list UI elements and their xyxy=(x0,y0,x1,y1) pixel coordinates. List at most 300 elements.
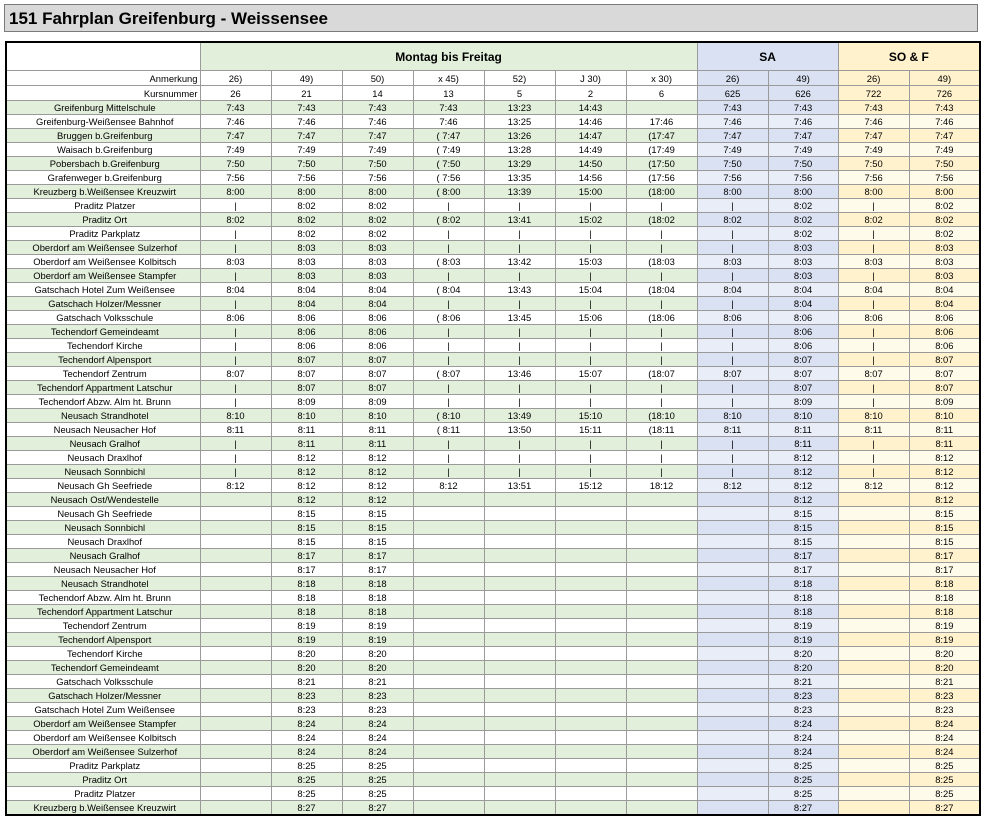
time-cell: 18:12 xyxy=(626,479,697,493)
time-cell: 7:50 xyxy=(909,157,980,171)
table-row xyxy=(6,647,980,661)
time-cell: | xyxy=(200,451,271,465)
time-cell xyxy=(838,619,909,633)
stop-name: Greifenburg-Weißensee Bahnhof xyxy=(6,115,200,129)
time-cell: 8:15 xyxy=(768,535,838,549)
time-cell: 8:07 xyxy=(768,367,838,381)
group-header-saturday: SA xyxy=(697,42,838,71)
time-cell: 8:24 xyxy=(342,717,413,731)
time-cell xyxy=(626,661,697,675)
time-cell: 8:12 xyxy=(838,479,909,493)
table-row xyxy=(6,101,980,115)
time-cell xyxy=(555,521,626,535)
stop-name: Waisach b.Greifenburg xyxy=(6,143,200,157)
table-row xyxy=(6,591,980,605)
time-cell xyxy=(484,619,555,633)
table-row xyxy=(6,227,980,241)
time-cell: 8:06 xyxy=(768,325,838,339)
time-cell xyxy=(484,787,555,801)
time-cell: 7:43 xyxy=(768,101,838,115)
time-cell xyxy=(626,745,697,759)
time-cell: | xyxy=(413,395,484,409)
time-cell: 8:02 xyxy=(342,199,413,213)
stop-name: Techendorf Kirche xyxy=(6,339,200,353)
time-cell: 8:02 xyxy=(697,213,768,227)
time-cell xyxy=(626,605,697,619)
time-cell xyxy=(838,703,909,717)
table-row xyxy=(6,577,980,591)
time-cell: 8:03 xyxy=(271,255,342,269)
time-cell xyxy=(484,801,555,816)
time-cell xyxy=(413,577,484,591)
time-cell: 8:12 xyxy=(768,451,838,465)
time-cell: 8:11 xyxy=(200,423,271,437)
table-row xyxy=(6,619,980,633)
time-cell xyxy=(200,633,271,647)
table-row xyxy=(6,549,980,563)
time-cell: (18:02 xyxy=(626,213,697,227)
stop-name: Neusach Gralhof xyxy=(6,437,200,451)
stop-name: Neusach Strandhotel xyxy=(6,577,200,591)
time-cell: | xyxy=(484,353,555,367)
time-cell: 8:06 xyxy=(200,311,271,325)
time-cell: | xyxy=(697,353,768,367)
time-cell xyxy=(838,493,909,507)
time-cell xyxy=(555,563,626,577)
time-cell: 8:15 xyxy=(768,521,838,535)
time-cell: 8:07 xyxy=(909,381,980,395)
time-cell: | xyxy=(626,353,697,367)
time-cell: | xyxy=(200,465,271,479)
time-cell: 7:49 xyxy=(909,143,980,157)
stop-name: Neusach Ost/Wendestelle xyxy=(6,493,200,507)
time-cell: 8:19 xyxy=(768,633,838,647)
time-cell: 7:50 xyxy=(697,157,768,171)
time-cell: 7:46 xyxy=(909,115,980,129)
time-cell xyxy=(555,577,626,591)
time-cell: 13:42 xyxy=(484,255,555,269)
time-cell xyxy=(555,689,626,703)
time-cell: 8:18 xyxy=(271,591,342,605)
time-cell: 8:21 xyxy=(342,675,413,689)
kursnummer-cell: 5 xyxy=(484,86,555,101)
time-cell: 8:15 xyxy=(342,535,413,549)
anmerkung-row xyxy=(6,71,980,86)
kursnummer-row xyxy=(6,86,980,101)
time-cell xyxy=(484,507,555,521)
time-cell: 8:11 xyxy=(271,437,342,451)
timetable xyxy=(5,41,981,816)
time-cell: 7:47 xyxy=(271,129,342,143)
time-cell: | xyxy=(555,353,626,367)
time-cell: | xyxy=(413,269,484,283)
time-cell: 8:04 xyxy=(271,297,342,311)
time-cell: 8:23 xyxy=(768,689,838,703)
time-cell xyxy=(413,521,484,535)
time-cell: 8:19 xyxy=(271,633,342,647)
time-cell xyxy=(484,633,555,647)
time-cell: 13:51 xyxy=(484,479,555,493)
time-cell: 8:12 xyxy=(342,465,413,479)
time-cell xyxy=(626,577,697,591)
table-row xyxy=(6,605,980,619)
group-header-weekdays: Montag bis Freitag xyxy=(200,42,697,71)
time-cell: | xyxy=(413,353,484,367)
table-row xyxy=(6,689,980,703)
time-cell: 8:20 xyxy=(909,661,980,675)
time-cell: 8:12 xyxy=(909,465,980,479)
time-cell: | xyxy=(200,381,271,395)
table-row xyxy=(6,521,980,535)
time-cell: 7:46 xyxy=(342,115,413,129)
time-cell xyxy=(413,619,484,633)
time-cell xyxy=(555,801,626,816)
time-cell: 8:00 xyxy=(271,185,342,199)
time-cell: ( 7:49 xyxy=(413,143,484,157)
time-cell: | xyxy=(838,381,909,395)
table-row xyxy=(6,759,980,773)
time-cell: 13:50 xyxy=(484,423,555,437)
time-cell: 8:17 xyxy=(342,563,413,577)
time-cell: | xyxy=(838,325,909,339)
kursnummer-cell: 14 xyxy=(342,86,413,101)
time-cell: 8:07 xyxy=(271,381,342,395)
time-cell xyxy=(200,605,271,619)
time-cell xyxy=(413,549,484,563)
page-title: 151 Fahrplan Greifenburg - Weissensee xyxy=(4,4,978,32)
time-cell: | xyxy=(484,241,555,255)
time-cell: | xyxy=(555,325,626,339)
table-row xyxy=(6,199,980,213)
time-cell xyxy=(484,717,555,731)
time-cell: 7:46 xyxy=(200,115,271,129)
time-cell: 8:04 xyxy=(697,283,768,297)
time-cell xyxy=(626,549,697,563)
time-cell: 7:43 xyxy=(342,101,413,115)
time-cell: 8:03 xyxy=(271,269,342,283)
time-cell xyxy=(697,759,768,773)
time-cell: 8:21 xyxy=(768,675,838,689)
anmerkung-cell: 26) xyxy=(200,71,271,86)
time-cell xyxy=(413,591,484,605)
stop-name: Praditz Platzer xyxy=(6,199,200,213)
time-cell xyxy=(626,493,697,507)
time-cell: 8:07 xyxy=(342,367,413,381)
time-cell xyxy=(413,661,484,675)
time-cell: | xyxy=(555,395,626,409)
time-cell: 8:17 xyxy=(909,549,980,563)
time-cell: 7:46 xyxy=(768,115,838,129)
stop-name: Techendorf Zentrum xyxy=(6,619,200,633)
stop-name: Oberdorf am Weißensee Stampfer xyxy=(6,717,200,731)
table-row xyxy=(6,535,980,549)
time-cell: 8:03 xyxy=(271,241,342,255)
time-cell: | xyxy=(484,381,555,395)
time-cell: | xyxy=(838,199,909,213)
time-cell: 8:20 xyxy=(271,661,342,675)
time-cell: | xyxy=(200,297,271,311)
time-cell: 13:29 xyxy=(484,157,555,171)
time-cell: 14:50 xyxy=(555,157,626,171)
time-cell xyxy=(838,507,909,521)
time-cell: 8:15 xyxy=(909,507,980,521)
time-cell: 8:02 xyxy=(768,213,838,227)
time-cell: 8:25 xyxy=(768,759,838,773)
table-row xyxy=(6,437,980,451)
time-cell: 13:25 xyxy=(484,115,555,129)
time-cell: ( 8:06 xyxy=(413,311,484,325)
stop-name: Techendorf Appartment Latschur xyxy=(6,605,200,619)
time-cell: 8:02 xyxy=(342,213,413,227)
time-cell: | xyxy=(555,339,626,353)
time-cell xyxy=(838,605,909,619)
time-cell xyxy=(413,731,484,745)
time-cell: 8:12 xyxy=(413,479,484,493)
time-cell: | xyxy=(697,465,768,479)
time-cell: 7:56 xyxy=(697,171,768,185)
time-cell xyxy=(838,577,909,591)
time-cell xyxy=(626,633,697,647)
time-cell: 8:19 xyxy=(342,619,413,633)
stop-name: Praditz Parkplatz xyxy=(6,227,200,241)
kursnummer-label: Kursnummer xyxy=(6,86,200,101)
time-cell: | xyxy=(626,297,697,311)
time-cell: 7:56 xyxy=(200,171,271,185)
time-cell: 8:00 xyxy=(200,185,271,199)
kursnummer-cell: 21 xyxy=(271,86,342,101)
table-row xyxy=(6,493,980,507)
time-cell: 8:03 xyxy=(768,241,838,255)
time-cell: 7:47 xyxy=(200,129,271,143)
time-cell: 8:04 xyxy=(342,283,413,297)
time-cell xyxy=(484,675,555,689)
time-cell: 8:02 xyxy=(342,227,413,241)
time-cell: 13:43 xyxy=(484,283,555,297)
stop-name: Praditz Ort xyxy=(6,773,200,787)
stop-name: Oberdorf am Weißensee Kolbitsch xyxy=(6,731,200,745)
time-cell xyxy=(413,717,484,731)
table-row xyxy=(6,297,980,311)
time-cell: 8:27 xyxy=(909,801,980,816)
time-cell: | xyxy=(626,339,697,353)
time-cell xyxy=(200,521,271,535)
time-cell: 8:18 xyxy=(342,591,413,605)
time-cell xyxy=(626,563,697,577)
time-cell: 8:10 xyxy=(838,409,909,423)
time-cell xyxy=(838,521,909,535)
table-row xyxy=(6,255,980,269)
time-cell xyxy=(697,661,768,675)
time-cell xyxy=(413,633,484,647)
time-cell: 8:03 xyxy=(909,255,980,269)
time-cell: 8:20 xyxy=(768,661,838,675)
kursnummer-cell: 722 xyxy=(838,86,909,101)
time-cell: 8:25 xyxy=(768,773,838,787)
stop-name: Techendorf Zentrum xyxy=(6,367,200,381)
time-cell: 8:11 xyxy=(342,437,413,451)
time-cell: 8:17 xyxy=(271,549,342,563)
time-cell: 8:12 xyxy=(768,493,838,507)
time-cell: | xyxy=(484,269,555,283)
time-cell: | xyxy=(413,381,484,395)
time-cell: 13:26 xyxy=(484,129,555,143)
time-cell: | xyxy=(413,437,484,451)
time-cell: 13:41 xyxy=(484,213,555,227)
time-cell: 8:04 xyxy=(838,283,909,297)
time-cell: 7:50 xyxy=(200,157,271,171)
time-cell: | xyxy=(200,227,271,241)
time-cell: | xyxy=(484,325,555,339)
time-cell xyxy=(626,647,697,661)
table-row xyxy=(6,115,980,129)
time-cell: 13:46 xyxy=(484,367,555,381)
stop-name: Gatschach Hotel Zum Weißensee xyxy=(6,703,200,717)
time-cell xyxy=(838,549,909,563)
time-cell: 8:03 xyxy=(200,255,271,269)
time-cell: 8:18 xyxy=(768,605,838,619)
time-cell: 8:12 xyxy=(271,493,342,507)
time-cell: 8:03 xyxy=(768,255,838,269)
time-cell: 7:43 xyxy=(413,101,484,115)
time-cell: 8:15 xyxy=(342,521,413,535)
time-cell: 8:12 xyxy=(768,479,838,493)
time-cell: ( 7:56 xyxy=(413,171,484,185)
time-cell: 8:03 xyxy=(909,269,980,283)
time-cell xyxy=(838,689,909,703)
table-row xyxy=(6,339,980,353)
time-cell: | xyxy=(626,241,697,255)
time-cell: 8:09 xyxy=(271,395,342,409)
time-cell xyxy=(413,535,484,549)
time-cell: 8:27 xyxy=(342,801,413,816)
stop-name: Praditz Parkplatz xyxy=(6,759,200,773)
time-cell xyxy=(555,633,626,647)
anmerkung-cell: 26) xyxy=(838,71,909,86)
time-cell: 8:12 xyxy=(909,451,980,465)
time-cell: 7:49 xyxy=(838,143,909,157)
time-cell: (18:07 xyxy=(626,367,697,381)
time-cell: 8:06 xyxy=(909,339,980,353)
time-cell: | xyxy=(555,437,626,451)
time-cell: 13:28 xyxy=(484,143,555,157)
time-cell: | xyxy=(200,325,271,339)
time-cell: 8:06 xyxy=(342,311,413,325)
time-cell: | xyxy=(838,451,909,465)
time-cell: 8:12 xyxy=(271,451,342,465)
time-cell xyxy=(697,521,768,535)
time-cell: | xyxy=(200,437,271,451)
time-cell: | xyxy=(200,199,271,213)
time-cell xyxy=(200,773,271,787)
time-cell: 14:43 xyxy=(555,101,626,115)
time-cell: 8:19 xyxy=(909,619,980,633)
time-cell: | xyxy=(555,199,626,213)
time-cell xyxy=(200,717,271,731)
time-cell: 7:56 xyxy=(768,171,838,185)
time-cell: (18:10 xyxy=(626,409,697,423)
group-header-row xyxy=(6,42,980,71)
time-cell xyxy=(697,731,768,745)
time-cell xyxy=(413,493,484,507)
time-cell: 8:02 xyxy=(909,213,980,227)
time-cell: | xyxy=(200,353,271,367)
time-cell: | xyxy=(838,465,909,479)
time-cell: 8:18 xyxy=(342,577,413,591)
time-cell: 8:03 xyxy=(768,269,838,283)
time-cell: 8:23 xyxy=(271,703,342,717)
stop-name: Techendorf Kirche xyxy=(6,647,200,661)
time-cell: 8:18 xyxy=(342,605,413,619)
time-cell: | xyxy=(484,451,555,465)
time-cell: 8:09 xyxy=(768,395,838,409)
time-cell xyxy=(200,591,271,605)
time-cell: | xyxy=(626,227,697,241)
time-cell: 8:10 xyxy=(200,409,271,423)
time-cell: 8:06 xyxy=(271,339,342,353)
time-cell: | xyxy=(555,297,626,311)
time-cell xyxy=(697,773,768,787)
time-cell: 8:24 xyxy=(909,731,980,745)
time-cell: 8:03 xyxy=(838,255,909,269)
time-cell: 8:21 xyxy=(909,675,980,689)
table-row xyxy=(6,325,980,339)
time-cell: 7:43 xyxy=(909,101,980,115)
time-cell: | xyxy=(626,199,697,213)
time-cell: 8:12 xyxy=(909,479,980,493)
time-cell: | xyxy=(838,353,909,367)
time-cell: 8:12 xyxy=(342,479,413,493)
table-row xyxy=(6,745,980,759)
time-cell: 8:06 xyxy=(271,311,342,325)
time-cell: 8:17 xyxy=(342,549,413,563)
time-cell xyxy=(484,549,555,563)
time-cell: 8:24 xyxy=(768,731,838,745)
time-cell: 8:11 xyxy=(838,423,909,437)
time-cell: 8:15 xyxy=(768,507,838,521)
table-row xyxy=(6,381,980,395)
time-cell: | xyxy=(555,381,626,395)
time-cell: | xyxy=(626,325,697,339)
time-cell: 8:23 xyxy=(909,689,980,703)
time-cell xyxy=(838,787,909,801)
time-cell xyxy=(484,773,555,787)
table-row xyxy=(6,717,980,731)
time-cell: 8:06 xyxy=(271,325,342,339)
time-cell: 8:11 xyxy=(342,423,413,437)
time-cell: 8:07 xyxy=(342,353,413,367)
stop-name: Techendorf Appartment Latschur xyxy=(6,381,200,395)
time-cell: 7:50 xyxy=(271,157,342,171)
time-cell: | xyxy=(626,381,697,395)
time-cell: | xyxy=(838,269,909,283)
time-cell xyxy=(555,507,626,521)
stop-name: Gatschach Holzer/Messner xyxy=(6,297,200,311)
time-cell xyxy=(697,549,768,563)
time-cell: | xyxy=(555,465,626,479)
time-cell: 8:06 xyxy=(909,325,980,339)
time-cell: 8:04 xyxy=(271,283,342,297)
time-cell: 7:47 xyxy=(838,129,909,143)
time-cell: 8:24 xyxy=(909,745,980,759)
table-row xyxy=(6,423,980,437)
time-cell: 15:12 xyxy=(555,479,626,493)
time-cell: 8:02 xyxy=(768,199,838,213)
time-cell: 8:18 xyxy=(909,605,980,619)
time-cell: 7:56 xyxy=(271,171,342,185)
time-cell: 8:02 xyxy=(838,213,909,227)
time-cell xyxy=(484,759,555,773)
time-cell: 13:35 xyxy=(484,171,555,185)
